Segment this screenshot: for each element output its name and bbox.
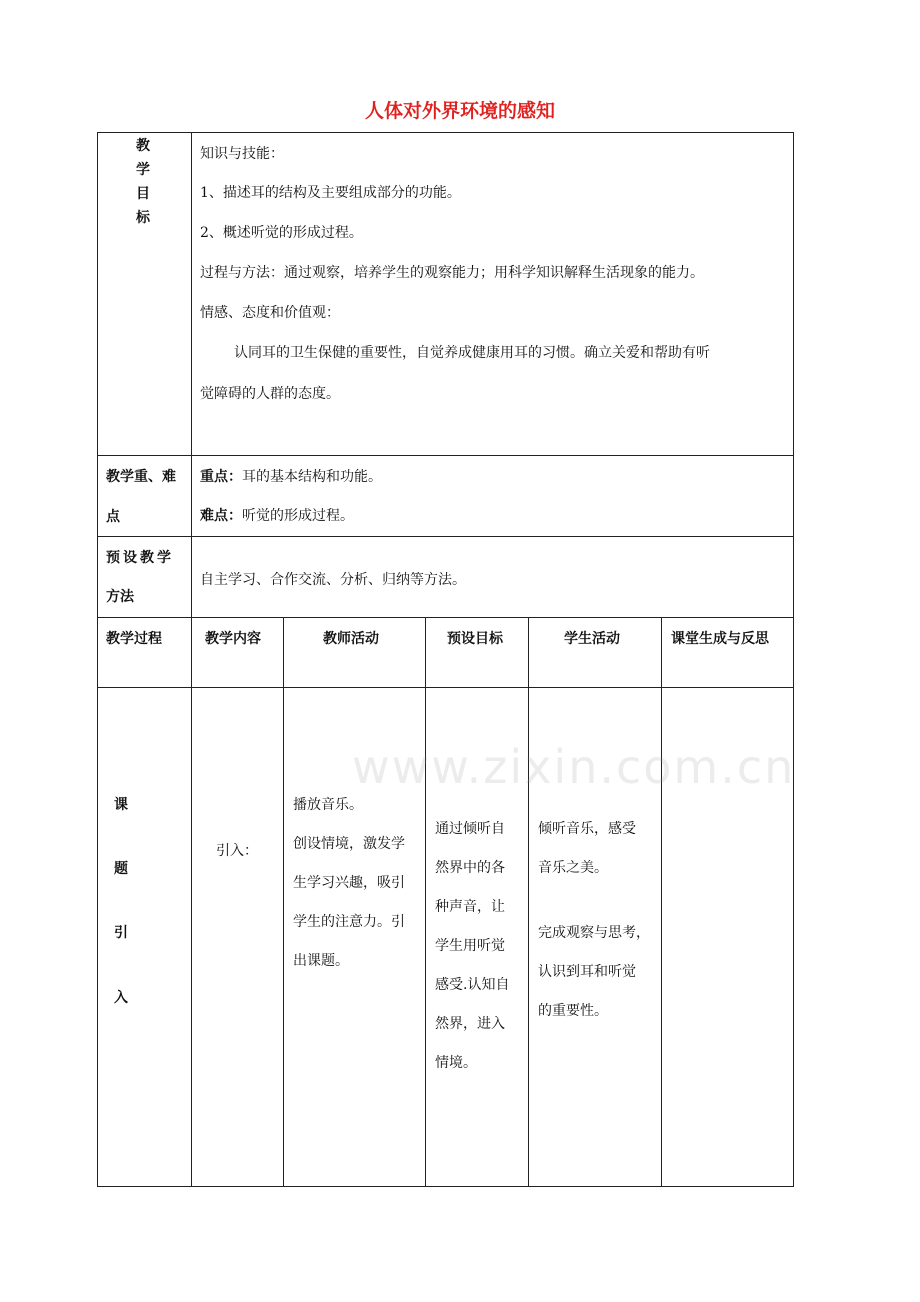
table-border-right: [793, 132, 794, 1187]
table-border-left: [97, 132, 98, 1187]
objectives-line: 情感、态度和价值观：: [200, 305, 340, 321]
student-activity-line: 音乐之美。: [538, 860, 608, 876]
header-teacher: 教师活动: [323, 631, 379, 647]
column-divider: [425, 617, 426, 1187]
column-divider: [528, 617, 529, 1187]
difficult-point-label: 难点：: [200, 508, 242, 524]
column-divider: [191, 132, 192, 1187]
goal-line: 然界，进入: [435, 1016, 505, 1032]
objectives-label-char: 教: [136, 138, 150, 154]
key-point-label: 重点：: [200, 469, 242, 485]
teacher-activity-line: 生学习兴趣，吸引: [293, 875, 405, 891]
keypoints-label: 点: [106, 509, 120, 525]
objectives-line: 1、描述耳的结构及主要组成部分的功能。: [200, 185, 461, 201]
objectives-line: 觉障碍的人群的态度。: [200, 386, 340, 402]
goal-line: 学生用听觉: [435, 938, 505, 954]
row-divider: [97, 617, 794, 618]
objectives-label-char: 目: [136, 186, 150, 202]
methods-label: 预设教学: [106, 550, 174, 566]
difficult-point: [200, 506, 354, 526]
key-point: [200, 467, 382, 487]
intro-content: 引入：: [216, 843, 258, 859]
teacher-activity-line: 出课题。: [293, 953, 349, 969]
stage-char: 课: [114, 797, 128, 813]
difficult-point-text: 听觉的形成过程。: [242, 508, 354, 524]
teacher-activity-line: 学生的注意力。引: [293, 914, 405, 930]
teacher-activity-line: 创设情境，激发学: [293, 836, 405, 852]
table-border-bottom: [97, 1186, 794, 1187]
objectives-line: 认同耳的卫生保健的重要性，自觉养成健康用耳的习惯。确立关爱和帮助有听: [234, 345, 710, 361]
objectives-line: 知识与技能：: [200, 146, 284, 162]
keypoints-label: 教学重、难: [106, 469, 176, 485]
goal-line: 通过倾听自: [435, 821, 505, 837]
header-goal: 预设目标: [447, 631, 503, 647]
page-title: 人体对外界环境的感知: [364, 100, 555, 122]
objectives-label-char: 学: [136, 162, 150, 178]
row-divider: [97, 536, 794, 537]
row-divider: [97, 455, 794, 456]
stage-char: 题: [114, 861, 128, 877]
student-activity-line: 完成观察与思考，: [538, 925, 650, 941]
objectives-line: 过程与方法：通过观察，培养学生的观察能力；用科学知识解释生活现象的能力。: [200, 265, 704, 281]
student-activity-line: 倾听音乐，感受: [538, 821, 636, 837]
stage-char: 引: [114, 925, 128, 941]
header-reflection: 课堂生成与反思: [671, 631, 769, 647]
row-divider: [97, 687, 794, 688]
student-activity-line: 的重要性。: [538, 1003, 608, 1019]
table-border-top: [97, 132, 794, 133]
teacher-activity-line: 播放音乐。: [293, 797, 363, 813]
methods-label: 方法: [106, 589, 134, 605]
goal-line: 然界中的各: [435, 860, 505, 876]
student-activity-line: 认识到耳和听觉: [538, 964, 636, 980]
goal-line: 情境。: [435, 1055, 477, 1071]
objectives-line: 2、概述听觉的形成过程。: [200, 225, 363, 241]
column-divider: [283, 617, 284, 1187]
stage-char: 入: [114, 990, 128, 1006]
header-student: 学生活动: [564, 631, 620, 647]
methods-text: 自主学习、合作交流、分析、归纳等方法。: [200, 572, 466, 588]
key-point-text: 耳的基本结构和功能。: [242, 469, 382, 485]
header-content: 教学内容: [205, 631, 261, 647]
goal-line: 种声音，让: [435, 899, 505, 915]
objectives-label-char: 标: [136, 210, 150, 226]
column-divider: [661, 617, 662, 1187]
lesson-plan-table: [97, 132, 794, 1187]
goal-line: 感受.认知自: [435, 977, 510, 993]
header-process: 教学过程: [106, 631, 162, 647]
watermark: www.zixin.com.cn: [352, 740, 796, 794]
